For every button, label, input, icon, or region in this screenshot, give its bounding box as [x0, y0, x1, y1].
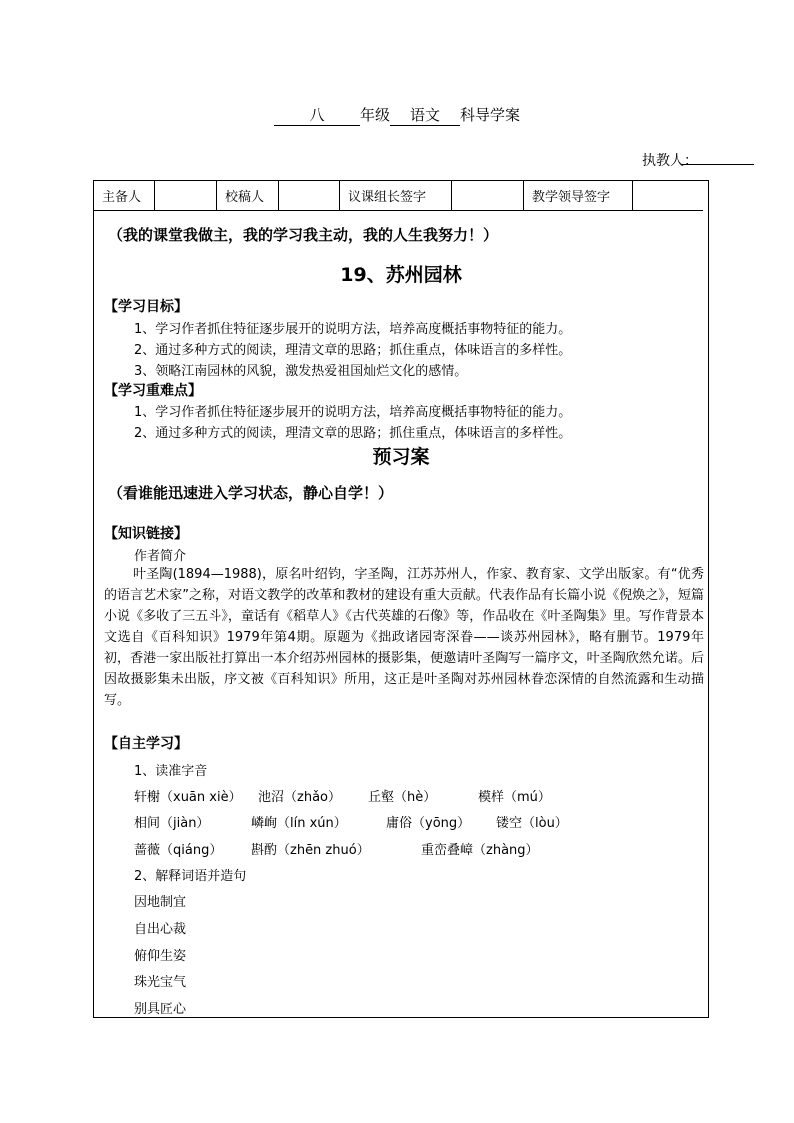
- pinyin-item: 池沼（zhǎo）: [258, 790, 341, 805]
- key-points-heading: 【学习重难点】: [104, 383, 202, 399]
- teacher-label: 执教人：: [642, 153, 698, 169]
- vocabulary-word: 因地制宜: [134, 895, 187, 910]
- author-intro-paragraph: 叶圣陶(1894—1988)，原名叶绍钧，字圣陶，江苏苏州人，作家、教育家、文学出版家。有“优秀的语言艺术家”之称，对语文教学的改革和教材的建设有重大贡献。代表作品有长篇小说《倪焕之》，短篇小说《多收了三五斗》，童话有《稻草人》《古代英雄的石像》等，作品收在《叶圣陶集》里。写作背景本文选自《百科知识》1979年第4期。原题为《拙政诸园寄深眷——谈苏州园林》，略有删节。1979年初，香港一家出版社打算出一本介绍苏州园林的摄影集，便邀请叶圣陶写一篇序文，叶圣陶欣然允诺。后因故摄影集未出版，序文被《百科知识》所用，这正是叶圣陶对苏州园林眷恋深情的自然流露和生动描写。: [104, 567, 704, 708]
- pinyin-item: 轩榭（xuān xiè）: [134, 790, 242, 805]
- leader-label: 教学领导签字: [524, 181, 633, 211]
- objectives-heading: 【学习目标】: [104, 299, 188, 315]
- reviewer-label: 校稿人: [217, 181, 279, 211]
- key-point-item: 1、学习作者抓住特征逐步展开的说明方法，培养高度概括事物特征的能力。: [134, 405, 572, 420]
- pinyin-item: 丘壑（hè）: [368, 790, 437, 805]
- subject-blank: 语文: [390, 104, 460, 126]
- group-leader-label: 议课组长签字: [340, 181, 452, 211]
- vocabulary-task: 2、解释词语并造句: [134, 869, 247, 884]
- vocabulary-word: 俯仰生姿: [134, 949, 187, 964]
- worksheet-frame: [93, 180, 709, 1018]
- pinyin-item: 镂空（lòu）: [496, 816, 568, 831]
- pinyin-item: 重峦叠嶂（zhàng）: [421, 843, 539, 858]
- objective-item: 3、领略江南园林的风貌，激发热爱祖国灿烂文化的感情。: [134, 364, 468, 379]
- knowledge-heading: 【知识链接】: [104, 526, 188, 542]
- class-slogan: （我的课堂我做主，我的学习我主动，我的人生我努力！）: [108, 226, 499, 244]
- author-intro-label: 作者简介: [134, 549, 187, 564]
- grade-blank: 八: [274, 104, 360, 126]
- pinyin-item: 庸俗（yōng）: [386, 816, 471, 831]
- pronunciation-task: 1、读准字音: [134, 764, 208, 779]
- subject-suffix: 科导学案: [460, 106, 521, 124]
- pinyin-item: 斟酌（zhēn zhuó）: [251, 843, 370, 858]
- objective-item: 2、通过多种方式的阅读，理清文章的思路；抓住重点，体味语言的多样性。: [134, 343, 572, 358]
- leader-cell: [633, 181, 704, 211]
- lesson-title: 19、苏州园林: [340, 264, 462, 286]
- pronunciation-row: [134, 786, 551, 805]
- teacher-field: [642, 150, 698, 170]
- preparer-cell: [155, 181, 217, 211]
- page-title: [0, 104, 794, 126]
- preview-title: 预习案: [372, 446, 430, 468]
- teacher-blank-line: [682, 150, 754, 165]
- objective-item: 1、学习作者抓住特征逐步展开的说明方法，培养高度概括事物特征的能力。: [134, 322, 572, 337]
- vocabulary-word: 珠光宝气: [134, 975, 187, 990]
- pinyin-item: 模样（mú）: [478, 790, 551, 805]
- pinyin-item: 蔷薇（qiáng）: [134, 843, 223, 858]
- pronunciation-row: [134, 812, 568, 831]
- group-leader-cell: [452, 181, 524, 211]
- pinyin-item: 相间（jiàn）: [134, 816, 210, 831]
- pinyin-item: 嶙峋（lín xún）: [251, 816, 347, 831]
- vocabulary-word: 自出心裁: [134, 922, 187, 937]
- grade-suffix: 年级: [359, 106, 390, 124]
- preview-slogan: （看谁能迅速进入学习状态，静心自学！）: [108, 484, 394, 502]
- signature-table: [94, 181, 703, 211]
- reviewer-cell: [279, 181, 340, 211]
- preparer-label: 主备人: [94, 181, 155, 211]
- self-study-heading: 【自主学习】: [104, 736, 188, 752]
- pronunciation-row: [134, 839, 539, 858]
- key-point-item: 2、通过多种方式的阅读，理清文章的思路；抓住重点，体味语言的多样性。: [134, 426, 572, 441]
- vocabulary-word: 别具匠心: [134, 1002, 187, 1017]
